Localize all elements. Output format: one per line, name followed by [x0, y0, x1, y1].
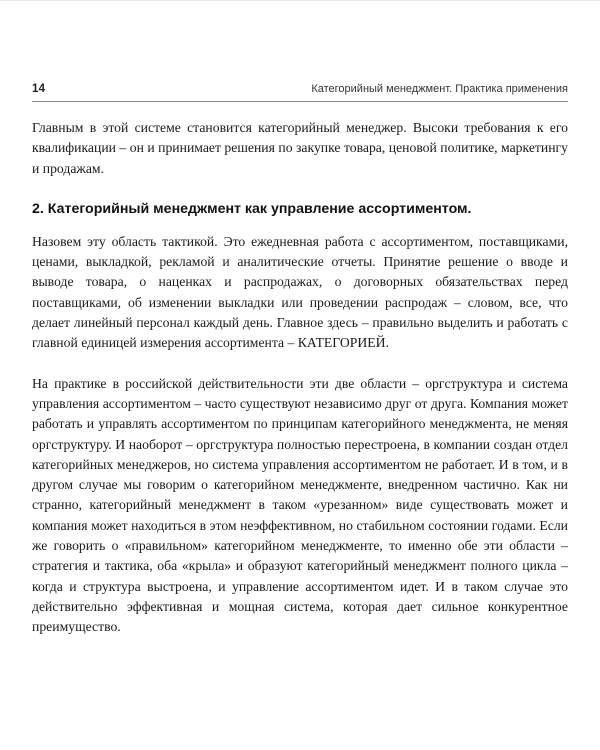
header-rule — [32, 101, 568, 102]
section-heading: 2. Категорийный менеджмент как управление ассортиментом. — [32, 200, 472, 217]
page-number: 14 — [32, 83, 46, 95]
page-body — [32, 118, 568, 658]
paragraph-practice: На практике в российской действительности эти две области – оргструктура и система управления ассортиментом – часто существуют независимо друг от друга. Компания может работать и управлять ассортиментом по принципам категорийного менеджмента, не меняя оргструктуру. И наоборот – оргструктура полностью перестроена, в компании создан отдел категорийных менеджеров, но система управления ассортиментом не работает. И в том, и в другом случае мы говорим о категорийном менеджменте, внедренном частично. Как ни странно, категорийный менеджмент в таком «урезанном» виде существовать может и компания может находиться в этом неэффективном, но стабильном состоянии годами. Если же говорить о «правильном» категорийном менеджменте, то именно обе эти области – стратегия и тактика, оба «крыла» и образуют категорийный менеджмент полного цикла – когда и структура выстроена, и управление ассортиментом идет. И в таком случае это действительно эффективная и мощная система, которая дает сильное конкурентное преимущество. — [32, 375, 568, 635]
running-header — [32, 80, 568, 98]
running-title: Категорийный менеджмент. Практика применения — [311, 83, 568, 95]
paragraph-intro: Главным в этой системе становится категорийный менеджер. Высоки требования к его квалификации – он и принимает решения по закупке товара, ценовой политике, маркетингу и продажам. — [32, 120, 568, 176]
paragraph-tactics: Назовем эту область тактикой. Это ежедневная работа с ассортиментом, поставщиками, ценами, выкладкой, рекламой и аналитические отчеты. Принятие решение о вводе и выводе товара, о наценках и распродажах, о договорных обязательствах перед поставщиками, об изменении выкладки или проведении распродаж – словом, все, что делает линейный персонал каждый день. Главное здесь – правильно выделить и работать с главной единицей измерения ассортимента – КАТЕГОРИЕЙ. — [32, 233, 568, 351]
